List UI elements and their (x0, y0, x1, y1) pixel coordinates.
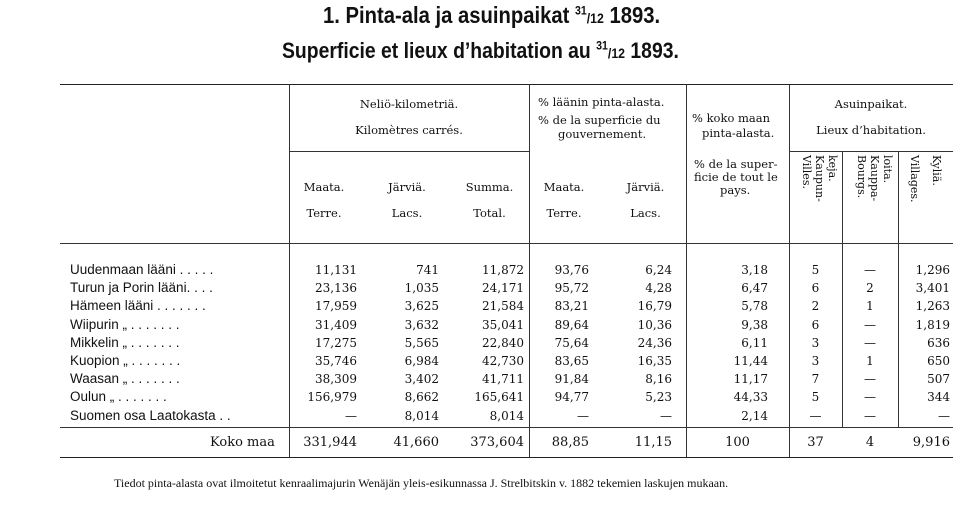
total-pct-land: 88,85 (551, 435, 589, 450)
cell-land: 23,136 (315, 281, 357, 296)
cell-pcountry: 11,17 (733, 372, 768, 387)
header-pct-pays: % de la super- (694, 157, 778, 171)
cell-pland: 83,65 (554, 354, 589, 368)
header-kaupunkeja: Kaupun- (813, 155, 826, 202)
row-name: Wiipurin „ . . . . . . . (70, 316, 180, 332)
cell-villages: 636 (927, 335, 950, 350)
statistics-table (60, 84, 953, 458)
header-jarvia-pct: Järviä. (626, 180, 665, 194)
cell-plakes: 5,23 (645, 390, 672, 405)
cell-pland: — (577, 408, 589, 423)
cell-sum: 22,840 (482, 335, 524, 350)
cell-towns: 7 (811, 372, 820, 387)
row-name: Kuopion „ . . . . . . . (70, 353, 181, 368)
page-title: 1. Pinta-ala ja asuinpaikat $^{31}$/12 1893. (323, 2, 661, 28)
header-kylia: Kyliä. (930, 155, 943, 186)
row-name: Mikkelin „ . . . . . . . (70, 334, 180, 350)
cell-towns: — (809, 408, 822, 423)
cell-boroughs: — (864, 372, 876, 387)
cell-pland: 83,21 (554, 299, 589, 314)
cell-plakes: 16,79 (637, 299, 672, 314)
cell-pcountry: 6,11 (741, 335, 768, 350)
total-towns: 37 (807, 435, 824, 450)
row-name: Turun ja Porin lääni. . . . (70, 280, 213, 296)
page-subtitle: Superficie et lieux d’habitation au $^{31}$/12 1893. (282, 38, 679, 63)
cell-villages: 3,401 (915, 281, 950, 296)
cell-pland: 91,84 (554, 372, 589, 387)
header-kaupunkeja2: keja. (826, 155, 839, 182)
header-lacs: Lacs. (391, 206, 423, 220)
cell-plakes: 24,36 (637, 335, 672, 350)
cell-plakes: 16,35 (637, 354, 672, 368)
cell-boroughs: — (864, 408, 876, 423)
cell-villages: 650 (927, 354, 950, 368)
header-terre: Terre. (306, 206, 342, 220)
header-pct-total-fi2: pinta-alasta. (702, 126, 775, 140)
total-sum: 373,604 (470, 435, 524, 450)
cell-plakes: 4,28 (645, 281, 672, 296)
cell-villages: 1,263 (915, 299, 950, 314)
cell-sum: 8,014 (489, 408, 524, 423)
cell-towns: 5 (811, 390, 820, 405)
cell-pcountry: 11,44 (733, 354, 768, 368)
cell-towns: 6 (811, 281, 820, 296)
cell-boroughs: 2 (866, 281, 874, 296)
cell-lakes: 3,632 (404, 317, 439, 332)
header-jarvia: Järviä. (388, 180, 426, 194)
total-lakes: 41,660 (393, 435, 439, 450)
total-boroughs: 4 (865, 435, 875, 450)
row-name: Waasan „ . . . . . . . (70, 371, 180, 387)
header-pct-pays2: ficie de tout le (694, 170, 778, 184)
cell-pcountry: 2,14 (741, 408, 768, 423)
cell-boroughs: — (864, 390, 876, 405)
footnote: Tiedot pinta-alasta ovat ilmoitetut kenraalimajurin Wenäjän yleis-esikunnassa J. Strelbitskin v. 1882 tekemien laskujen mukaan. (114, 476, 729, 490)
cell-lakes: 3,402 (404, 372, 439, 387)
cell-pland: 75,64 (554, 335, 589, 350)
cell-towns: 2 (811, 299, 820, 314)
cell-lakes: 3,625 (404, 299, 439, 314)
cell-land: — (345, 408, 357, 423)
cell-plakes: — (660, 408, 672, 423)
header-lacs-pct: Lacs. (630, 206, 661, 220)
cell-towns: 3 (811, 335, 820, 350)
cell-villages: 507 (927, 372, 950, 387)
cell-boroughs: — (864, 317, 876, 332)
row-name: Suomen osa Laatokasta . . (70, 407, 231, 423)
cell-sum: 11,872 (482, 263, 524, 277)
header-pct-total-fi: % koko maan (692, 111, 771, 125)
cell-plakes: 10,36 (637, 317, 672, 332)
cell-boroughs: — (864, 263, 876, 277)
header-area-fi: Neliö-kilometriä. (359, 97, 459, 111)
cell-villages: 1,296 (915, 263, 950, 277)
cell-land: 31,409 (315, 317, 357, 332)
cell-pland: 93,76 (554, 263, 589, 277)
cell-plakes: 6,24 (645, 263, 672, 277)
total-pct-country: 100 (725, 435, 750, 450)
cell-pcountry: 3,18 (741, 263, 768, 277)
cell-sum: 24,171 (482, 281, 524, 296)
header-dwellings-fi: Asuinpaikat. (834, 97, 908, 111)
cell-boroughs: — (864, 335, 876, 350)
cell-pland: 95,72 (554, 281, 589, 296)
row-name: Oulun „ . . . . . . . (70, 389, 167, 405)
header-terre-pct: Terre. (546, 206, 582, 220)
cell-land: 156,979 (307, 390, 357, 405)
header-kauppaloita2: loita. (881, 155, 894, 184)
cell-pcountry: 44,33 (733, 390, 768, 405)
total-villages: 9,916 (912, 435, 950, 450)
header-bourgs: Bourgs. (855, 155, 868, 199)
cell-villages: 344 (927, 390, 950, 405)
total-pct-lakes: 11,15 (634, 435, 672, 450)
cell-villages: — (938, 408, 950, 423)
cell-lakes: 741 (416, 263, 439, 277)
cell-lakes: 8,014 (404, 408, 439, 423)
header-pct-pays3: pays. (720, 183, 751, 197)
header-villes: Villes. (800, 155, 813, 189)
cell-boroughs: 1 (866, 354, 874, 368)
row-name: Uudenmaan lääni . . . . . (70, 262, 214, 277)
cell-pland: 89,64 (554, 317, 589, 332)
cell-land: 17,275 (315, 335, 357, 350)
cell-lakes: 6,984 (404, 354, 439, 368)
total-label: Koko maa (210, 435, 275, 450)
header-maata: Maata. (303, 180, 345, 194)
cell-lakes: 1,035 (404, 281, 439, 296)
header-pct-gov-fi: % läänin pinta-alasta. (538, 95, 665, 109)
cell-pcountry: 9,38 (741, 317, 768, 332)
header-pct-gov-fr2: gouvernement. (558, 127, 647, 141)
cell-boroughs: 1 (866, 299, 874, 314)
cell-sum: 165,641 (474, 390, 524, 405)
cell-plakes: 8,16 (645, 372, 672, 387)
cell-pcountry: 6,47 (741, 281, 768, 296)
cell-land: 11,131 (315, 263, 357, 277)
cell-towns: 5 (811, 263, 820, 277)
cell-pland: 94,77 (554, 390, 589, 405)
cell-land: 38,309 (315, 372, 357, 387)
header-summa: Summa. (465, 180, 514, 194)
header-total: Total. (473, 206, 506, 220)
header-pct-gov-fr: % de la superficie du (538, 113, 661, 127)
header-area-fr: Kilomètres carrés. (355, 123, 463, 137)
cell-land: 35,746 (315, 354, 357, 368)
row-name: Hämeen lääni . . . . . . . (70, 298, 206, 314)
cell-sum: 42,730 (482, 354, 524, 368)
cell-pcountry: 5,78 (741, 299, 768, 314)
cell-lakes: 5,565 (404, 335, 439, 350)
total-land: 331,944 (303, 435, 357, 450)
cell-land: 17,959 (315, 299, 357, 314)
cell-villages: 1,819 (915, 317, 950, 332)
header-dwellings-fr: Lieux d’habitation. (816, 123, 926, 137)
cell-towns: 6 (811, 317, 820, 332)
cell-towns: 3 (811, 354, 820, 368)
cell-sum: 35,041 (482, 317, 524, 332)
header-maata-pct: Maata. (543, 180, 585, 194)
header-kauppaloita: Kauppa- (868, 155, 881, 202)
cell-lakes: 8,662 (404, 390, 439, 405)
header-villages: Villages. (908, 155, 921, 203)
cell-sum: 21,584 (482, 299, 524, 314)
cell-sum: 41,711 (482, 372, 524, 387)
